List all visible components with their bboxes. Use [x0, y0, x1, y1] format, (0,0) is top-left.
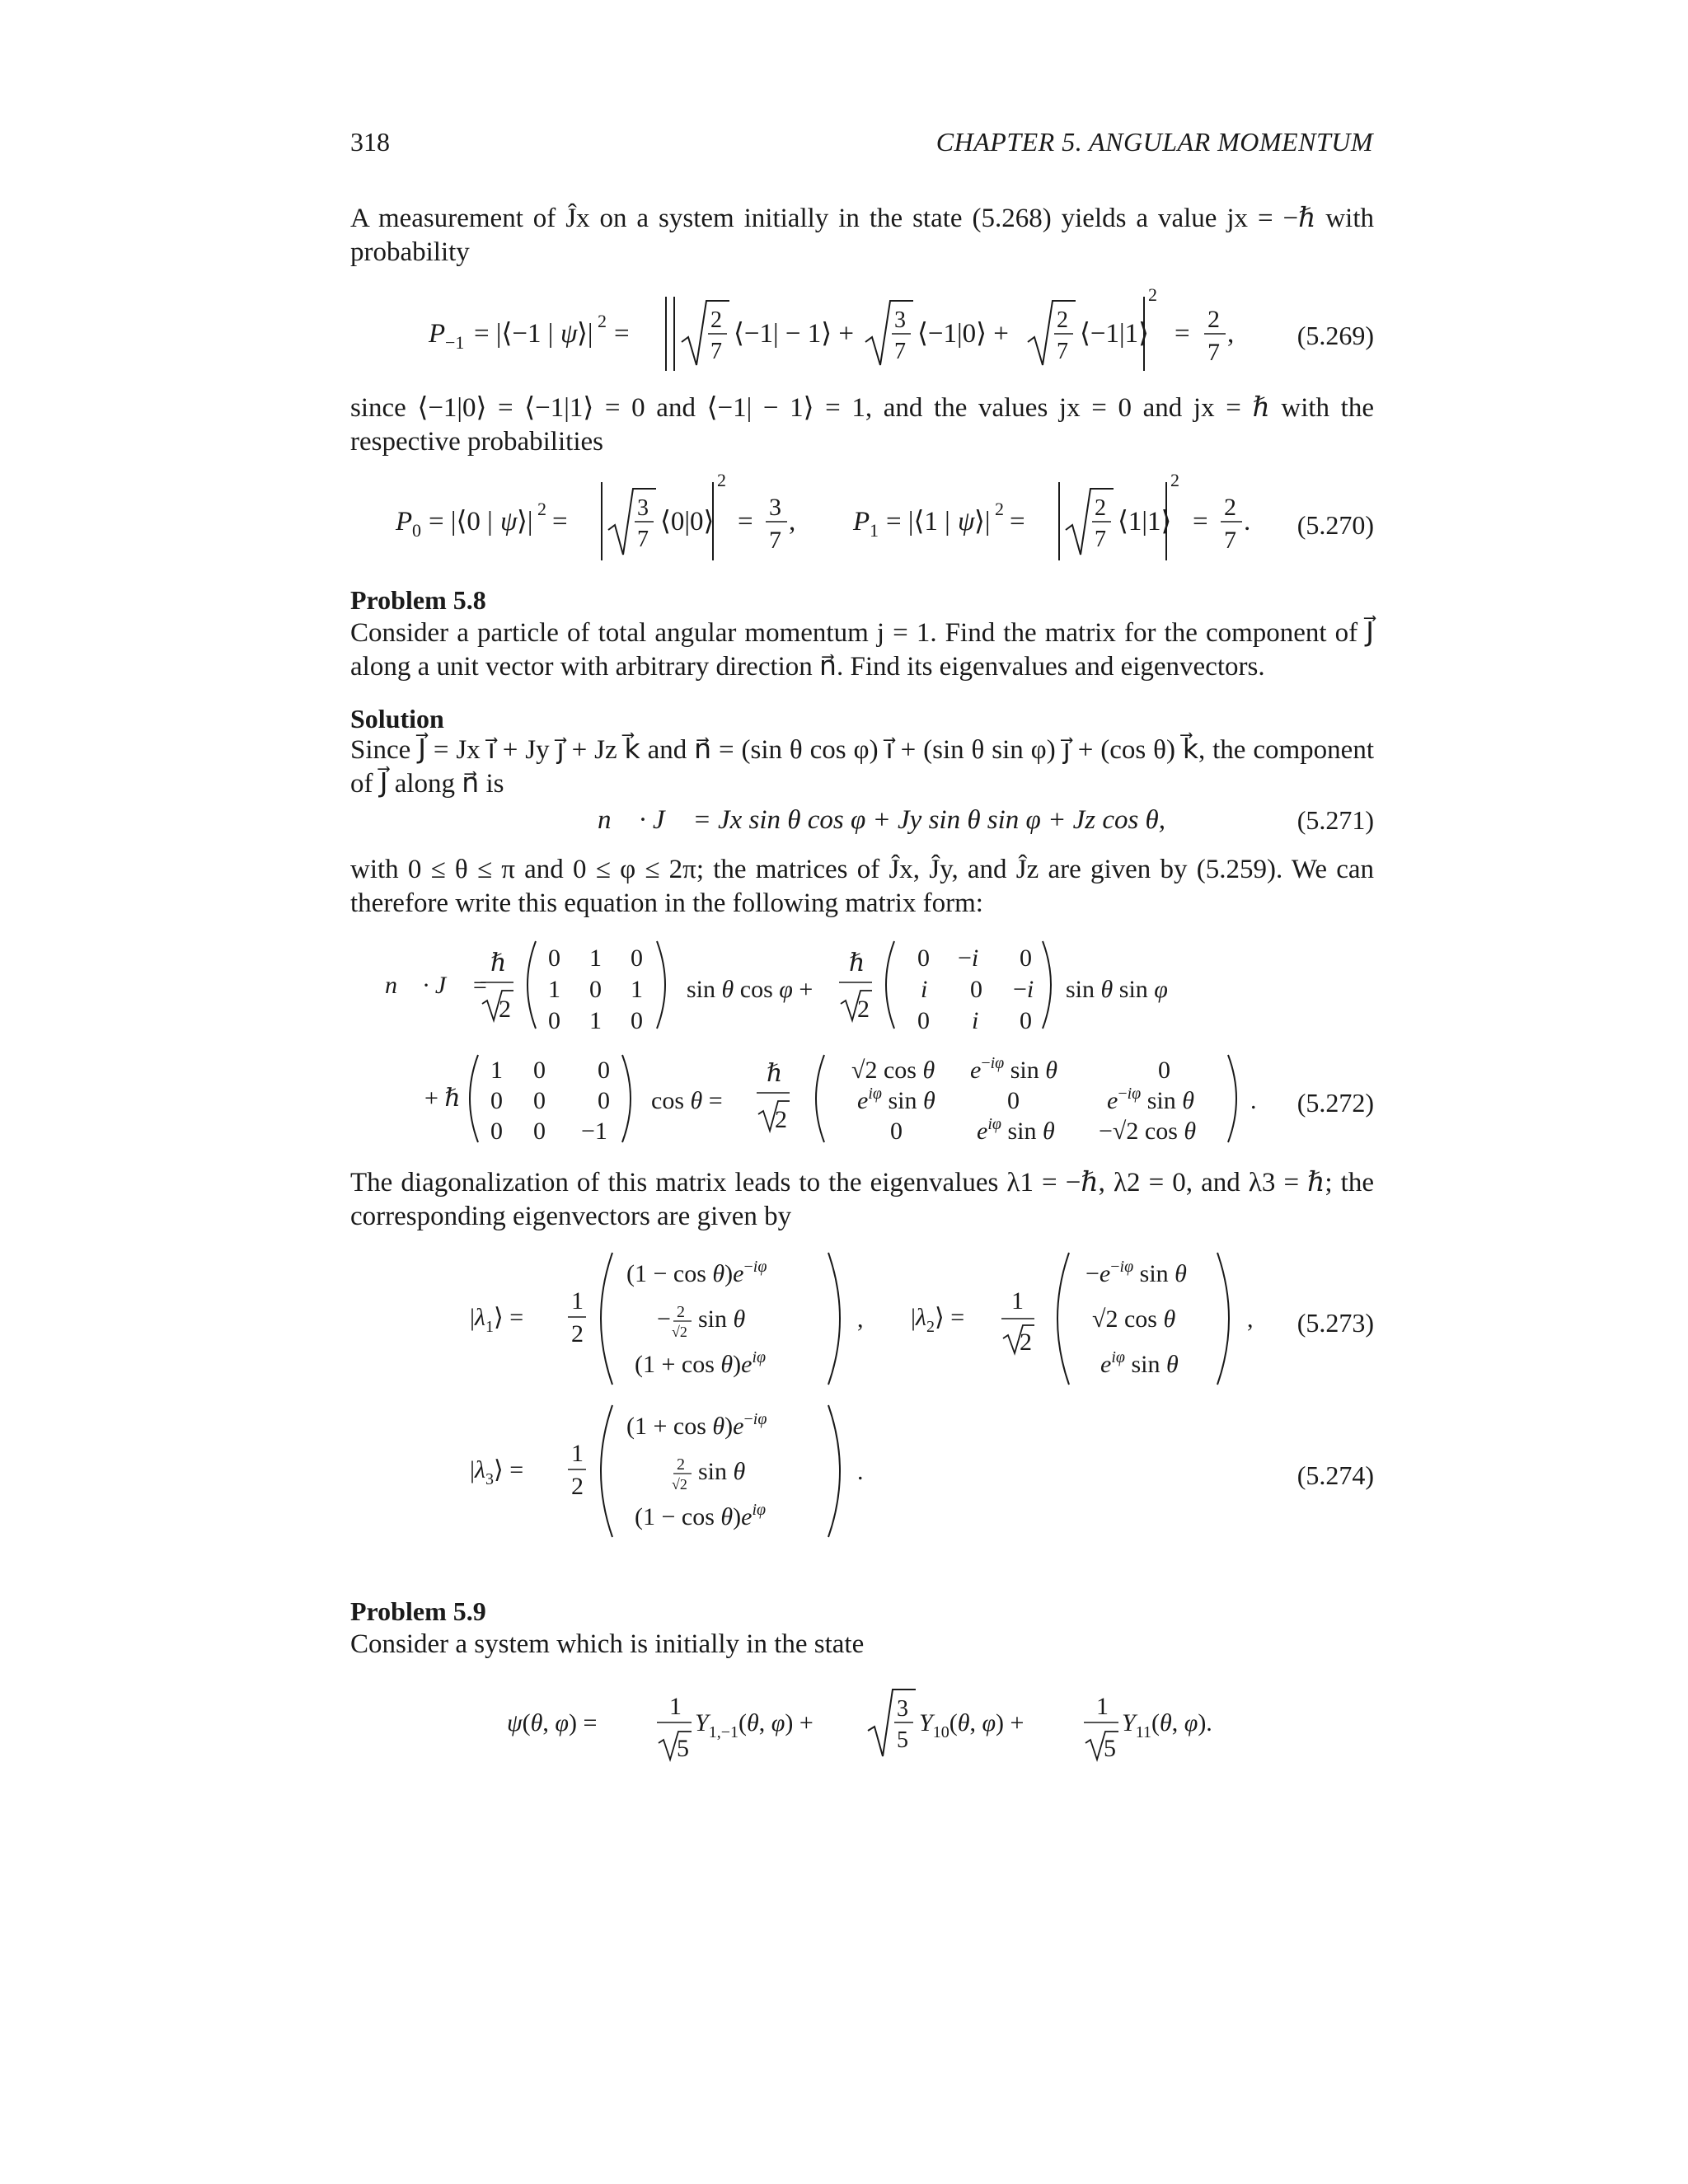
- svg-text:1: 1: [548, 976, 560, 1003]
- equation-graphic: [350, 466, 1374, 581]
- svg-text:(1 − cos θ)eiφ: $(1 - \cos \theta)e^{i\varphi}$: [635, 1501, 767, 1530]
- svg-text:1: 1: [631, 976, 643, 1003]
- svg-text:2: 2: [1148, 284, 1157, 305]
- svg-text:⟩|: ⟩|: [974, 507, 991, 537]
- svg-text:Y11(θ, φ).: $Y_{11}(\theta$, φ).: [1122, 1709, 1212, 1741]
- svg-text:7: 7: [1095, 527, 1106, 552]
- equation-5-274: [350, 1397, 1374, 1545]
- svg-text:sin θ sin φ: sin θ sin φ: [1066, 976, 1168, 1003]
- svg-text:|λ2⟩ =: $|\lambda_2⟩$ =: [911, 1304, 965, 1336]
- svg-text:0: 0: [917, 944, 930, 972]
- equation-number: (5.274): [1296, 1460, 1374, 1490]
- svg-text:.: .: [1244, 507, 1251, 537]
- svg-text:7: 7: [1057, 339, 1068, 364]
- svg-text:⟩|: ⟩|: [517, 507, 533, 537]
- svg-text:7: 7: [1224, 527, 1236, 554]
- equation-graphic: [350, 931, 1374, 1162]
- svg-text:−: −: [657, 1305, 671, 1333]
- equation-number: (5.273): [1296, 1308, 1374, 1338]
- svg-text:5: 5: [677, 1735, 689, 1762]
- svg-text:sin θ cos φ +: sin θ cos φ +: [687, 976, 814, 1003]
- svg-text:0: 0: [490, 1087, 503, 1114]
- svg-text:7: 7: [1207, 339, 1220, 366]
- svg-text:0: 0: [1007, 1087, 1020, 1114]
- svg-text:⟨0|0⟩: ⟨0|0⟩: [660, 507, 715, 537]
- svg-text:0: 0: [631, 1007, 643, 1034]
- svg-text:⟨−1|1⟩: ⟨−1|1⟩: [1080, 319, 1149, 349]
- svg-text:⟨−1| − 1⟩ +: ⟨−1| − 1⟩ +: [734, 319, 854, 349]
- svg-text:e−iφ sin θ: $e^{-i\varphi}$ sin θ: [1107, 1085, 1194, 1114]
- svg-text:7: 7: [894, 339, 906, 364]
- svg-text:|λ1⟩ =: $|\lambda_1⟩$ =: [470, 1304, 524, 1336]
- paragraph-text: Since J⃗ = Jx i⃗ + Jy j⃗ + Jz k⃗ and n⃗ = (sin θ cos φ) i⃗ + (sin θ sin φ) j⃗ + (cos θ) k⃗, the component of J⃗ along n⃗ is: [350, 735, 1374, 799]
- svg-text:0: 0: [1020, 1007, 1032, 1034]
- svg-text:0: 0: [631, 944, 643, 972]
- svg-text:ℏ: ℏ: [490, 949, 507, 977]
- svg-text:=: =: [738, 507, 753, 537]
- equation-number: (5.269): [1296, 321, 1374, 350]
- eq-lhs: P: [429, 319, 446, 349]
- svg-text:0: 0: [490, 1118, 503, 1145]
- svg-text:1: 1: [571, 1440, 584, 1467]
- svg-text:2: 2: [571, 1473, 584, 1500]
- svg-text:.: .: [857, 1458, 864, 1485]
- svg-text:sin θ: sin θ: [698, 1458, 746, 1485]
- svg-text:3: 3: [897, 1696, 908, 1722]
- svg-text:=: =: [614, 319, 630, 349]
- svg-text:0: 0: [890, 1118, 903, 1145]
- svg-text:2: 2: [1095, 495, 1106, 521]
- svg-text:⟩|: ⟩|: [577, 319, 593, 349]
- solution-paragraph-1: [350, 733, 1374, 802]
- svg-text:2: 2: [677, 1455, 685, 1474]
- equation-psi-state: [350, 1677, 1374, 1768]
- svg-text:1: 1: [870, 520, 879, 541]
- paragraph-text: The diagonalization of this matrix leads to the eigenvalues λ1 = −ℏ, λ2 = 0, and λ3 = ℏ; the corresponding eigenvectors are given by: [350, 1168, 1374, 1232]
- svg-text:ψ: ψ: [560, 319, 578, 349]
- svg-text:2: 2: [995, 499, 1004, 519]
- equation-graphic: [350, 1677, 1374, 1768]
- svg-text:2: 2: [717, 470, 726, 490]
- svg-text:ψ(θ, φ) =: ψ(θ, φ) =: [507, 1709, 598, 1736]
- svg-text:ℏ: ℏ: [849, 949, 865, 977]
- svg-text:√2: √2: [672, 1324, 687, 1340]
- svg-text:ℏ: ℏ: [767, 1060, 783, 1087]
- svg-text:,: ,: [1227, 319, 1235, 349]
- paragraph-text: Consider a system which is initially in the state: [350, 1629, 865, 1659]
- svg-text:0: 0: [412, 520, 421, 541]
- equation-5-271: [350, 804, 1374, 845]
- svg-text:0: 0: [533, 1087, 546, 1114]
- svg-text:1: 1: [669, 1693, 682, 1720]
- svg-text:= |⟨1 |: = |⟨1 |: [886, 507, 950, 537]
- svg-text:√2: √2: [672, 1476, 687, 1493]
- paragraph-since: [350, 391, 1374, 460]
- svg-text:n⃗ · J⃗ =: n⃗ · J⃗ =: [385, 972, 489, 999]
- svg-text:2: 2: [598, 311, 607, 331]
- svg-text:=: =: [1193, 507, 1208, 537]
- svg-text:2: 2: [775, 1106, 787, 1133]
- svg-text:0: 0: [548, 1007, 560, 1034]
- svg-text:7: 7: [769, 527, 781, 554]
- svg-text:5: 5: [1104, 1735, 1116, 1762]
- svg-text:P: P: [396, 507, 413, 537]
- svg-text:1: 1: [589, 944, 602, 972]
- svg-text:0: 0: [589, 976, 602, 1003]
- equation-number: (5.272): [1296, 1088, 1374, 1118]
- solution-paragraph-2: [350, 853, 1374, 921]
- problem-5-9-title: Problem 5.9: [350, 1596, 486, 1626]
- equation-5-270: [350, 466, 1374, 581]
- svg-text:2: 2: [571, 1320, 584, 1347]
- svg-text:eiφ sin θ: $e^{i\varphi}$ sin θ: [977, 1115, 1055, 1145]
- equation-number: (5.270): [1296, 510, 1374, 540]
- svg-text:0: 0: [598, 1087, 610, 1114]
- svg-text:3: 3: [769, 494, 781, 521]
- svg-text:,: ,: [1247, 1305, 1254, 1333]
- svg-text:eiφ sin θ: $e^{i\varphi}$ sin θ: [857, 1085, 935, 1114]
- equation-5-272: [350, 931, 1374, 1162]
- svg-text:−1: −1: [581, 1118, 607, 1145]
- paragraph-measurement: [350, 202, 1374, 270]
- svg-text:0: 0: [548, 944, 560, 972]
- svg-text:7: 7: [710, 339, 722, 364]
- svg-text:eiφ sin θ: $e^{i\varphi}$ sin θ: [1100, 1348, 1179, 1378]
- svg-text:−i: −i: [1013, 976, 1034, 1003]
- svg-text:⟨−1|0⟩ +: ⟨−1|0⟩ +: [917, 319, 1009, 349]
- svg-text:Y10(θ, φ) +: $Y_{10}(\theta$, φ) +: [919, 1709, 1025, 1741]
- svg-text:1: 1: [571, 1287, 584, 1315]
- svg-text:0: 0: [1158, 1057, 1170, 1084]
- svg-text:,: ,: [789, 507, 796, 537]
- problem-5-9-statement: [350, 1628, 1374, 1661]
- svg-text:⟨1|1⟩: ⟨1|1⟩: [1118, 507, 1172, 537]
- svg-text:0: 0: [1020, 944, 1032, 972]
- svg-text:1: 1: [1011, 1287, 1024, 1315]
- svg-text:(1 + cos θ)e−iφ: $(1 + \cos \theta)e^{-i\varphi}$: [626, 1410, 767, 1440]
- svg-text:cos θ =: cos θ =: [651, 1087, 723, 1114]
- svg-text:3: 3: [637, 495, 649, 521]
- svg-text:Y1,−1(θ, φ) +: $Y_{1,-1}(\theta$, φ) +: [695, 1709, 814, 1741]
- svg-text:2: 2: [1057, 307, 1068, 333]
- svg-text:.: .: [1250, 1087, 1257, 1114]
- svg-text:e−iφ sin θ: $e^{-i\varphi}$ sin θ: [970, 1054, 1057, 1084]
- svg-text:2: 2: [1224, 494, 1236, 521]
- equation-number: (5.271): [1296, 805, 1374, 835]
- equation-expression: n⃗ · J⃗ = Jx sin θ cos φ + Jy sin θ sin φ + Jz cos θ,: [598, 805, 1166, 835]
- svg-text:= |⟨0 |: = |⟨0 |: [429, 507, 493, 537]
- svg-text:0: 0: [598, 1057, 610, 1084]
- svg-text:1: 1: [1096, 1693, 1109, 1720]
- svg-text:√2 cos θ: √2 cos θ: [851, 1057, 935, 1084]
- svg-text:2: 2: [537, 499, 546, 519]
- svg-text:sin θ: sin θ: [698, 1305, 746, 1333]
- svg-text:=: =: [1175, 319, 1190, 349]
- svg-text:2: 2: [710, 307, 722, 333]
- svg-text:+ ℏ: + ℏ: [424, 1085, 461, 1112]
- paragraph-text: Consider a particle of total angular momentum j = 1. Find the matrix for the component of J⃗ along a unit vector with arbitrary direction n⃗. Find its eigenvalues and eigenvectors.: [350, 618, 1374, 682]
- svg-text:2: 2: [1020, 1329, 1032, 1356]
- svg-text:−e−iφ sin θ: $-e^{-i\varphi}$ sin θ: [1085, 1258, 1187, 1287]
- svg-text:=: =: [1010, 507, 1025, 537]
- problem-5-8-title: Problem 5.8: [350, 585, 486, 615]
- paragraph-text: A measurement of Ĵx on a system initially in the state (5.268) yields a value jx = −ℏ with probability: [350, 204, 1374, 268]
- svg-text:5: 5: [897, 1727, 908, 1753]
- svg-text:ψ: ψ: [958, 507, 975, 537]
- svg-text:2: 2: [1170, 470, 1179, 490]
- svg-text:i: i: [972, 1007, 979, 1034]
- svg-text:= |⟨−1 |: = |⟨−1 |: [474, 319, 554, 349]
- svg-text:0: 0: [533, 1057, 546, 1084]
- svg-text:3: 3: [894, 307, 906, 333]
- equation-graphic: [350, 1244, 1374, 1393]
- solution-paragraph-3: [350, 1166, 1374, 1235]
- svg-text:1: 1: [589, 1007, 602, 1034]
- svg-text:2: 2: [499, 996, 511, 1023]
- svg-text:1: 1: [490, 1057, 503, 1084]
- equation-graphic: [350, 1397, 1374, 1545]
- svg-text:=: =: [552, 507, 568, 537]
- svg-text:7: 7: [637, 527, 649, 552]
- svg-text:ψ: ψ: [500, 507, 518, 537]
- svg-text:2: 2: [1207, 306, 1220, 333]
- svg-text:−√2 cos θ: −√2 cos θ: [1099, 1118, 1197, 1145]
- svg-text:0: 0: [917, 1007, 930, 1034]
- equation-graphic: [350, 276, 1374, 391]
- paragraph-text: with 0 ≤ θ ≤ π and 0 ≤ φ ≤ 2π; the matrices of Ĵx, Ĵy, and Ĵz are given by (5.259). We can therefore write this equation in the following matrix form:: [350, 855, 1374, 919]
- svg-text:0: 0: [533, 1118, 546, 1145]
- svg-text:√2 cos θ: √2 cos θ: [1092, 1305, 1176, 1333]
- svg-text:(1 − cos θ)e−iφ: $(1 - \cos \theta)e^{-i\varphi}$: [626, 1258, 767, 1287]
- svg-text:|λ3⟩ =: $|\lambda_3⟩$ =: [470, 1456, 524, 1488]
- equation-5-273: [350, 1244, 1374, 1393]
- svg-text:−i: −i: [958, 944, 979, 972]
- chapter-heading: CHAPTER 5. ANGULAR MOMENTUM: [935, 127, 1373, 157]
- problem-5-8-statement: [350, 616, 1374, 685]
- svg-text:(1 + cos θ)eiφ: $(1 + \cos \theta)e^{i\varphi}$: [635, 1348, 767, 1378]
- page-number: 318: [350, 127, 390, 157]
- svg-text:P: P: [853, 507, 870, 537]
- svg-text:0: 0: [970, 976, 982, 1003]
- paragraph-text: since ⟨−1|0⟩ = ⟨−1|1⟩ = 0 and ⟨−1| − 1⟩ = 1, and the values jx = 0 and jx = ℏ with the respective probabilities: [350, 393, 1374, 457]
- svg-text:i: i: [921, 976, 928, 1003]
- solution-title: Solution: [350, 704, 444, 733]
- svg-text:,: ,: [857, 1305, 864, 1333]
- svg-text:2: 2: [677, 1303, 685, 1321]
- equation-5-269: [350, 276, 1374, 391]
- svg-text:−1: −1: [445, 332, 465, 353]
- svg-text:2: 2: [857, 996, 870, 1023]
